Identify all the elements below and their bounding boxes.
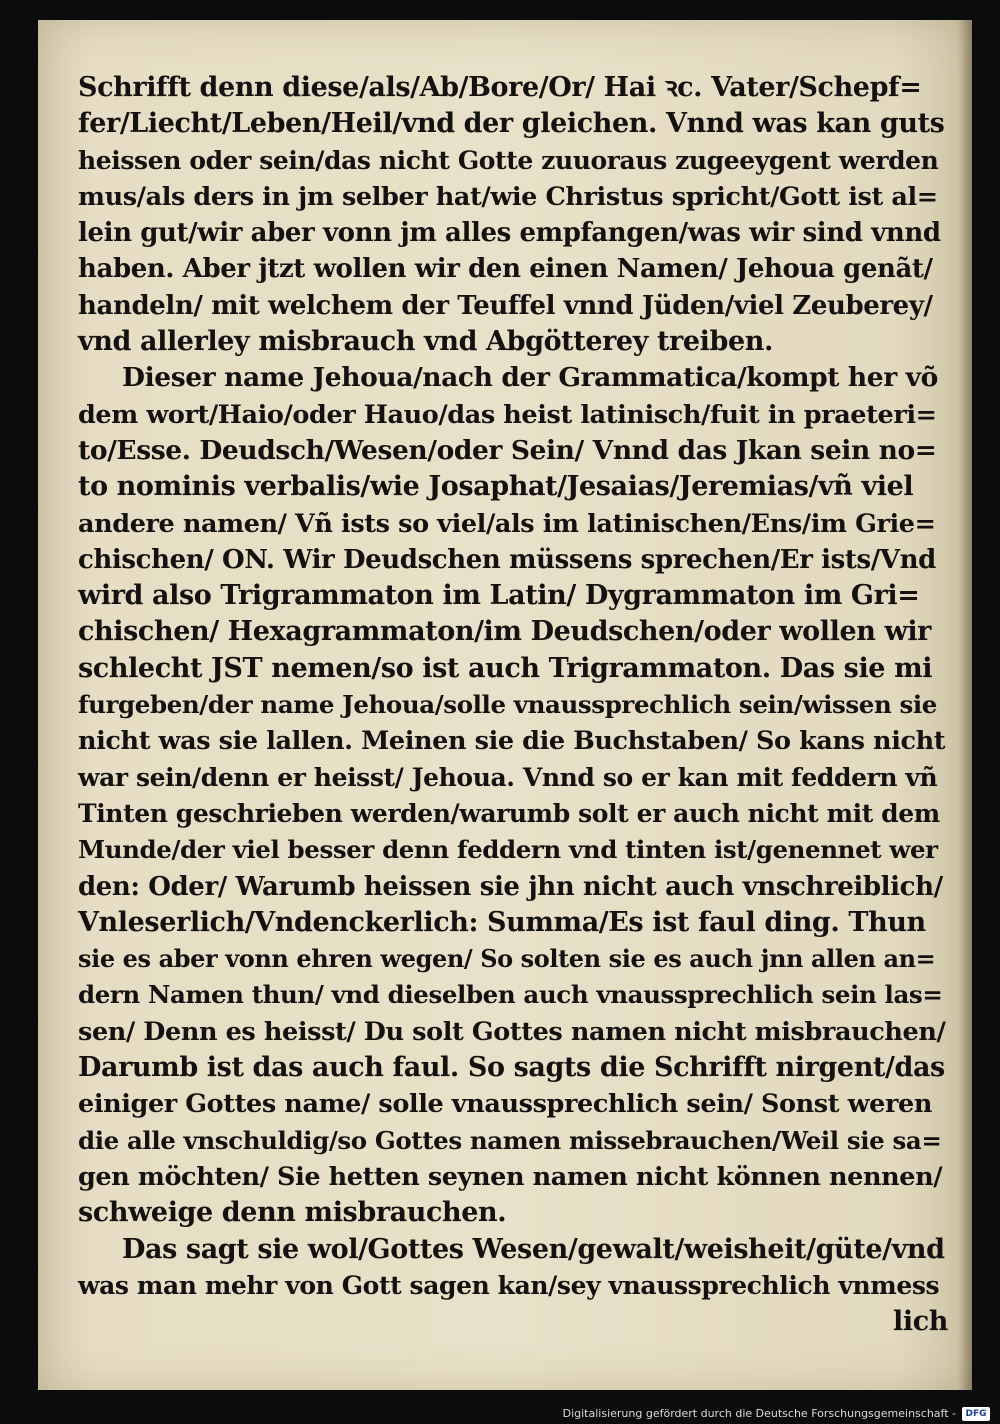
text-line: gen möchten/ Sie hetten seynen namen nicht können nennen/ [78, 1161, 943, 1192]
text-line: to nominis verbalis/wie Josaphat/Jesaias/Jeremias/vñ viel [78, 471, 914, 503]
text-line: wird also Trigrammaton im Latin/ Dygrammaton im Gri= [78, 580, 920, 612]
text-line: schweige denn misbrauchen. [78, 1197, 507, 1229]
text-line: sie es aber vonn ehren wegen/ So solten sie es auch jnn allen an= [78, 944, 936, 974]
text-line: chischen/ Hexagrammaton/im Deudschen/oder wollen wir [78, 616, 932, 648]
text-line: war sein/denn er heisst/ Jehoua. Vnnd so er kan mit feddern vñ [78, 762, 938, 792]
text-line: Munde/der viel besser denn feddern vnd tinten ist/genennet wer [78, 835, 938, 865]
text-line: nicht was sie lallen. Meinen sie die Buchstaben/ So kans nicht [78, 726, 946, 757]
text-line: Darumb ist das auch faul. So sagts die Schrifft nirgent/das [78, 1052, 945, 1084]
text-line: Vnleserlich/Vndenckerlich: Summa/Es ist faul ding. Thun [78, 906, 926, 938]
text-line: furgeben/der name Jehoua/solle vnaussprechlich sein/wissen sie [78, 690, 937, 720]
text-line: schlecht JST nemen/so ist auch Trigrammaton. Das sie mi [78, 652, 933, 684]
text-line: handeln/ mit welchem der Teuffel vnnd Jüden/viel Zeuberey/ [78, 290, 933, 321]
page-gutter-shadow [958, 20, 972, 1390]
book-page [38, 20, 972, 1390]
text-line: Schrifft denn diese/als/Ab/Bore/Or/ Hai ꝛc. Vater/Schepf= [78, 72, 922, 103]
catchword: lich [893, 1306, 948, 1338]
footer-bar [0, 1402, 1000, 1424]
text-line: heissen oder sein/das nicht Gotte zuuoraus zugeeygent werden [78, 145, 939, 175]
text-line: to/Esse. Deudsch/Wesen/oder Sein/ Vnnd das Jkan sein no= [78, 434, 937, 466]
text-line: den: Oder/ Warumb heissen sie jhn nicht auch vnschreiblich/ [78, 871, 943, 902]
text-line: lein gut/wir aber vonn jm alles empfangen/was wir sind vnnd [78, 218, 941, 249]
text-line: einiger Gottes name/ solle vnaussprechlich sein/ Sonst weren [78, 1089, 932, 1120]
dfg-logo [962, 1407, 990, 1421]
text-line: die alle vnschuldig/so Gottes namen missebrauchen/Weil sie sa= [78, 1125, 942, 1155]
text-line: Tinten geschrieben werden/warumb solt er auch nicht mit dem [78, 798, 940, 828]
paragraph-start-line: Dieser name Jehoua/nach der Grammatica/kompt her võ [122, 362, 938, 394]
dfg-logo-label: DFG [965, 1409, 987, 1419]
page-text-block [78, 70, 948, 1340]
text-line: chischen/ ON. Wir Deudschen müssens sprechen/Er ists/Vnd [78, 544, 936, 575]
text-line: dern Namen thun/ vnd dieselben auch vnaussprechlich sein las= [78, 980, 943, 1010]
text-line: was man mehr von Gott sagen kan/sey vnaussprechlich vnmess [78, 1270, 940, 1300]
text-line: haben. Aber jtzt wollen wir den einen Namen/ Jehoua genãt/ [78, 254, 933, 285]
text-line: dem wort/Haio/oder Hauo/das heist latinisch/fuit in praeteri= [78, 399, 937, 430]
paragraph-start-line: Das sagt sie wol/Gottes Wesen/gewalt/weisheit/güte/vnd [122, 1233, 945, 1265]
footer-credit: Digitalisierung gefördert durch die Deutsche Forschungsgemeinschaft - [562, 1407, 956, 1420]
text-line: sen/ Denn es heisst/ Du solt Gottes namen nicht misbrauchen/ [78, 1016, 946, 1047]
text-line: fer/Liecht/Leben/Heil/vnd der gleichen. Vnnd was kan guts [78, 108, 945, 140]
text-line: vnd allerley misbrauch vnd Abgötterey treiben. [78, 326, 774, 358]
text-line: mus/als ders in jm selber hat/wie Christus spricht/Gott ist al= [78, 181, 938, 212]
text-line: andere namen/ Vñ ists so viel/als im latinischen/Ens/im Grie= [78, 508, 936, 539]
